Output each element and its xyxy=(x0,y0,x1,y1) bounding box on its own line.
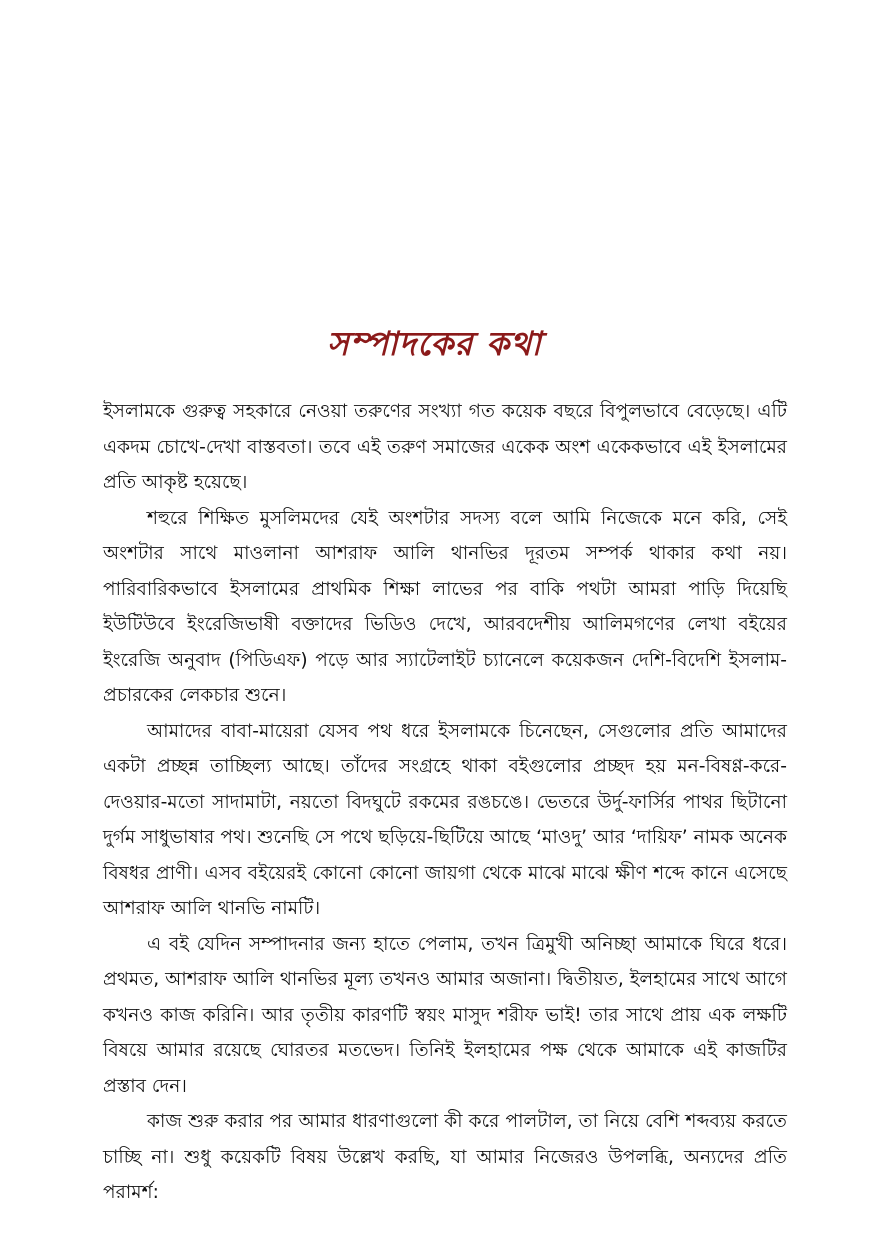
paragraph-5: কাজ শুরু করার পর আমার ধারণাগুলো কী করে পালটাল, তা নিয়ে বেশি শব্দব্যয় করতে চাচ্ছি না। শুধু কয়েকটি বিষয় উল্লেখ করছি, যা আমার নিজেরও উপলব্ধি, অন্যদের প্রতি পরামর্শ: xyxy=(103,1111,787,1203)
page-title: সম্পাদকের কথা xyxy=(327,324,542,364)
paragraph-1: ইসলামকে গুরুত্ব সহকারে নেওয়া তরুণের সংখ্যা গত কয়েক বছরে বিপুলভাবে বেড়েছে। এটি একদম চোখে-দেখা বাস্তবতা। তবে এই তরুণ সমাজের একেক অংশ একেকভাবে এই ইসলামের প্রতি আকৃষ্ট হয়েছে। xyxy=(103,401,787,493)
body-text xyxy=(103,394,787,1211)
paragraph-2: শহুরে শিক্ষিত মুসলিমদের যেই অংশটার সদস্য বলে আমি নিজেকে মনে করি, সেই অংশটার সাথে মাওলানা আশরাফ আলি থানভির দূরতম সম্পর্ক থাকার কথা নয়। পারিবারিকভাবে ইসলামের প্রাথমিক শিক্ষা লাভের পর বাকি পথটা আমরা পাড়ি দিয়েছি ইউটিউবে ইংরেজিভাষী বক্তাদের ভিডিও দেখে, আরবদেশীয় আলিমগণের লেখা বইয়ের ইংরেজি অনুবাদ (পিডিএফ) পড়ে আর স্যাটেলাইট চ্যানেলে কয়েকজন দেশি-বিদেশি ইসলাম-প্রচারকের লেকচার শুনে। xyxy=(103,507,787,706)
paragraph-3: আমাদের বাবা-মায়েরা যেসব পথ ধরে ইসলামকে চিনেছেন, সেগুলোর প্রতি আমাদের একটা প্রচ্ছন্ন তাচ্ছিল্য আছে। তাঁদের সংগ্রহে থাকা বইগুলোর প্রচ্ছদ হয় মন-বিষণ্ণ-করে-দেওয়ার-মতো সাদামাটা, নয়তো বিদঘুটে রকমের রঙচঙে। ভেতরে উর্দু-ফার্সির পাথর ছিটানো দুর্গম সাধুভাষার পথ। শুনেছি সে পথে ছড়িয়ে-ছিটিয়ে আছে ‘মাওদু’ আর ‘দায়িফ’ নামক অনেক বিষধর প্রাণী। এসব বইয়েরই কোনো কোনো জায়গা থেকে মাঝে মাঝে ক্ষীণ শব্দে কানে এসেছে আশরাফ আলি থানভি নামটি। xyxy=(103,720,787,919)
paragraph-4: এ বই যেদিন সম্পাদনার জন্য হাতে পেলাম, তখন ত্রিমুখী অনিচ্ছা আমাকে ঘিরে ধরে। প্রথমত, আশরাফ আলি থানভির মূল্য তখনও আমার অজানা। দ্বিতীয়ত, ইলহামের সাথে আগে কখনও কাজ করিনি। আর তৃতীয় কারণটি স্বয়ং মাসুদ শরীফ ভাই! তার সাথে প্রায় এক লক্ষটি বিষয়ে আমার রয়েছে ঘোরতর মতভেদ। তিনিই ইলহামের পক্ষ থেকে আমাকে এই কাজটির প্রস্তাব দেন। xyxy=(103,933,787,1097)
